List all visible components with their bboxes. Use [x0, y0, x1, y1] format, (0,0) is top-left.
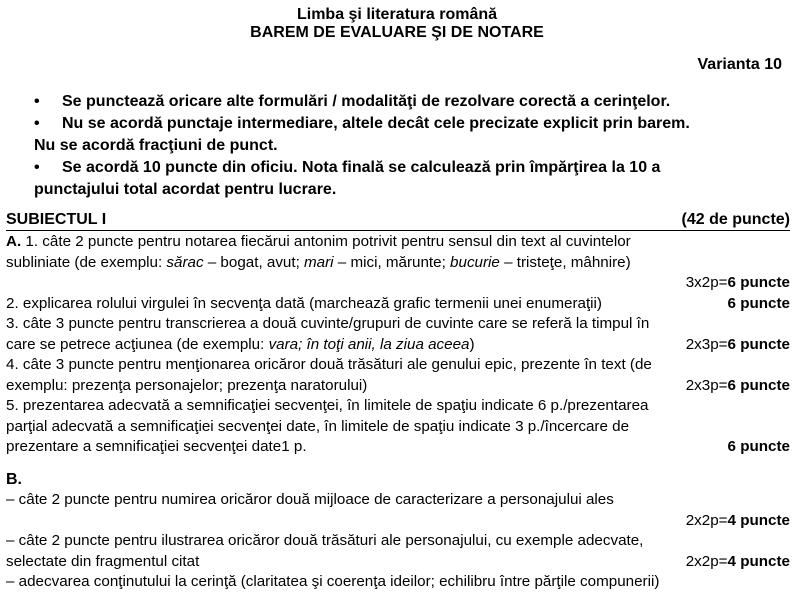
item-3-line-1: 3. câte 3 puncte pentru transcrierea a două cuvinte/grupuri de cuvinte care se referă la timpul în	[6, 315, 650, 332]
item-5-line-1: 5. prezentarea adecvată a semnificaţiei secvenţei, în limitele de spaţiu indicate 6 p./prezentarea	[6, 397, 649, 414]
section-b-label: B.	[6, 470, 22, 488]
b-criterion-2-line-1: – câte 2 puncte pentru ilustrarea oricăror două trăsături ale personajului, cu exemple adecvate,	[6, 532, 644, 549]
item-2-line: 2. explicarea rolului virgulei în secvenţa dată (marchează grafic termenii unei enumeraţii) 6 puncte	[6, 294, 790, 315]
rule-item: • Se punctează oricare alte formulări / modalităţi de rezolvare corectă a cerinţelor.	[34, 91, 789, 113]
section-points: (42 de puncte)	[681, 211, 790, 228]
b-criterion-3: – adecvarea conţinutului la cerinţă (claritatea şi coerenţa ideilor; echilibru între părţile compunerii)	[6, 573, 660, 590]
item-5-line-3: prezentare a semnificaţiei secvenţei date1 p. 6 puncte	[6, 437, 790, 458]
section-a-label: A.	[6, 233, 22, 250]
rule-item: • Nu se acordă punctaje intermediare, altele decât cele precizate explicit prin barem.	[34, 113, 789, 135]
scoring-body	[6, 232, 790, 593]
item-1-line-2: subliniate (de exemplu: sărac – bogat, avut; mari – mici, mărunte; bucurie – tristeţe, mâhnire)	[6, 253, 631, 271]
item-4-line-2: exemplu: prezenţa personajelor; prezenţa naratorului) 2x3p=6 puncte	[6, 376, 790, 394]
bullet-icon: •	[34, 115, 40, 132]
item-4-line-1: 4. câte 3 puncte pentru menţionarea oricăror două trăsături ale genului epic, prezente în text (de	[6, 356, 652, 373]
item-1-line-1: A. 1. câte 2 puncte pentru notarea fiecărui antonim potrivit pentru sensul din text al cuvintelor	[6, 233, 631, 250]
bullet-icon: •	[34, 159, 40, 176]
item-5-line-2: parţial adecvată a semnificaţiei secvenţei date, în limitele de spaţiu indicate 3 p./încercare de	[6, 417, 630, 435]
rule-item-continuation: punctajului total acordat pentru lucrare.	[34, 181, 337, 198]
rule-item-continuation: Nu se acordă fracţiuni de punct.	[34, 137, 278, 154]
subject-title: Limba şi literatura română	[296, 6, 498, 23]
item-3-line-2: care se petrece acţiunea (de exemplu: vara; în toţi anii, la ziua aceea) 2x3p=6 puncte	[6, 335, 790, 353]
b-criterion-2-line-2: selectate din fragmentul citat 2x2p=4 puncte	[6, 552, 790, 570]
item-2-score: 6 puncte	[727, 294, 790, 312]
b-criterion-1-score: 2x2p=4 puncte	[685, 511, 790, 529]
item-5-score: 6 puncte	[727, 438, 790, 455]
section-heading	[6, 210, 790, 231]
section-title: SUBIECTUL I	[6, 211, 107, 228]
general-rules	[34, 91, 789, 201]
document-title: BAREM DE EVALUARE ŞI DE NOTARE	[250, 24, 544, 41]
b-criterion-1: – câte 2 puncte pentru numirea oricăror două mijloace de caracterizare a personajului ales	[6, 491, 614, 508]
item-1-score: 3x2p=6 puncte	[685, 274, 790, 291]
rule-item: • Se acordă 10 puncte din oficiu. Nota finală se calculează prin împărţirea la 10 a	[34, 157, 789, 179]
variant-label: Varianta 10	[697, 56, 782, 73]
bullet-icon: •	[34, 93, 40, 110]
